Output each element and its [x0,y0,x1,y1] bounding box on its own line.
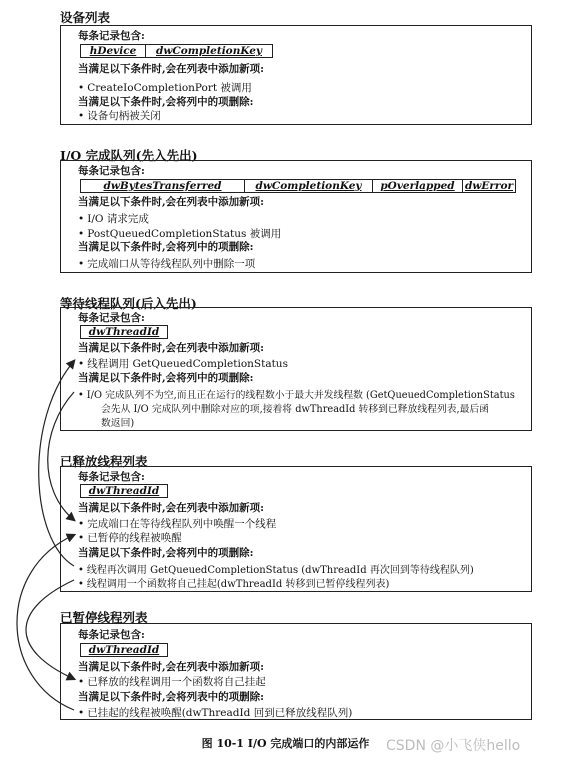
waiting-queue-add-item: • 线程调用 GetQueuedCompletionStatus [78,356,288,371]
field-dwcompletionkey: dwCompletionKey [245,180,373,192]
released-list-title: 已释放线程列表 [60,454,148,469]
io-queue-title: I/O 完成队列(先入先出) [60,148,198,163]
field-dwthreadid: dwThreadId [88,485,160,497]
figure-caption: 图 10-1 I/O 完成端口的内部运作 [201,737,370,750]
released-list-remove-item-1: • 线程再次调用 GetQueuedCompletionStatus (dwThreadId 再次回到等待线程队列) [78,561,474,576]
waiting-queue-remove-line-3: 数返回) [101,418,135,429]
arrow-waiting-to-released [48,392,74,520]
waiting-queue-title: 等待线程队列(后入先出) [60,296,197,311]
paused-list-add-item: • 已释放的线程调用一个函数将自己挂起 [78,674,266,689]
released-list-remove-label: 当满足以下条件时,会将列中的项删除: [78,547,254,559]
device-list-remove-label: 当满足以下条件时,会将列中的项删除: [78,96,254,108]
field-poverlapped: pOverlapped [373,180,463,192]
field-hdevice: hDevice [81,45,146,57]
waiting-queue-remove-line-2: 会先从 I/O 完成队列中删除对应的项,接着将 dwThreadId 转移到已释放线程列表,最后函 [101,404,490,415]
io-queue-record-label: 每条记录包含: [78,165,145,177]
released-list-add-label: 当满足以下条件时,会在列表中添加新项: [78,502,265,514]
paused-list-title: 已暂停线程列表 [60,610,148,625]
paused-list-remove-item: • 已挂起的线程被唤醒(dwThreadId 回到已释放线程队列) [78,705,352,720]
device-list-remove-item: • 设备句柄被关闭 [78,108,161,123]
field-dwcompletionkey: dwCompletionKey [155,45,262,57]
waiting-queue-record-label: 每条记录包含: [78,312,145,324]
released-list-add-item-1: • 完成端口在等待线程队列中唤醒一个线程 [78,516,276,531]
device-list-title: 设备列表 [60,10,111,25]
device-list-record-label: 每条记录包含: [78,30,145,42]
arrow-released-to-waiting [39,361,74,566]
io-queue-add-item-2: • PostQueuedCompletionStatus 被调用 [78,226,281,241]
field-dwthreadid: dwThreadId [88,326,160,338]
io-queue-add-label: 当满足以下条件时,会在列表中添加新项: [78,196,265,208]
device-list-add-label: 当满足以下条件时,会在列表中添加新项: [78,63,265,75]
waiting-queue-remove-line-1: • I/O 完成队列不为空,而且正在运行的线程数小于最大并发线程数 (GetQueuedCompletionStatus [78,387,515,401]
io-queue-remove-item: • 完成端口从等待线程队列中删除一项 [78,256,255,271]
field-dwbytestransferred: dwBytesTransferred [81,180,245,192]
arrow-released-to-paused [26,580,74,679]
paused-list-record-label: 每条记录包含: [78,629,145,641]
released-list-remove-item-2: • 线程调用一个函数将自己挂起(dwThreadId 转移到已暂停线程列表) [78,575,389,590]
paused-list-add-label: 当满足以下条件时,会在列表中添加新项: [78,661,265,673]
released-list-add-item-2: • 已暂停的线程被唤醒 [78,530,182,545]
paused-list-remove-label: 当满足以下条件时,会将列表中的项删除: [78,691,265,703]
field-dwerror: dwError [465,180,513,192]
waiting-queue-add-label: 当满足以下条件时,会在列表中添加新项: [78,342,265,354]
device-list-add-item: • CreateIoCompletionPort 被调用 [78,80,252,95]
arrow-paused-to-released [17,535,74,710]
watermark: CSDN @小飞侠hello [386,738,521,754]
released-list-record-label: 每条记录包含: [78,471,145,483]
io-queue-remove-label: 当满足以下条件时,会将列中的项删除: [78,241,254,253]
field-dwthreadid: dwThreadId [88,644,160,656]
waiting-queue-remove-label: 当满足以下条件时,会将列中的项删除: [78,372,254,384]
io-queue-add-item-1: • I/O 请求完成 [78,211,149,226]
